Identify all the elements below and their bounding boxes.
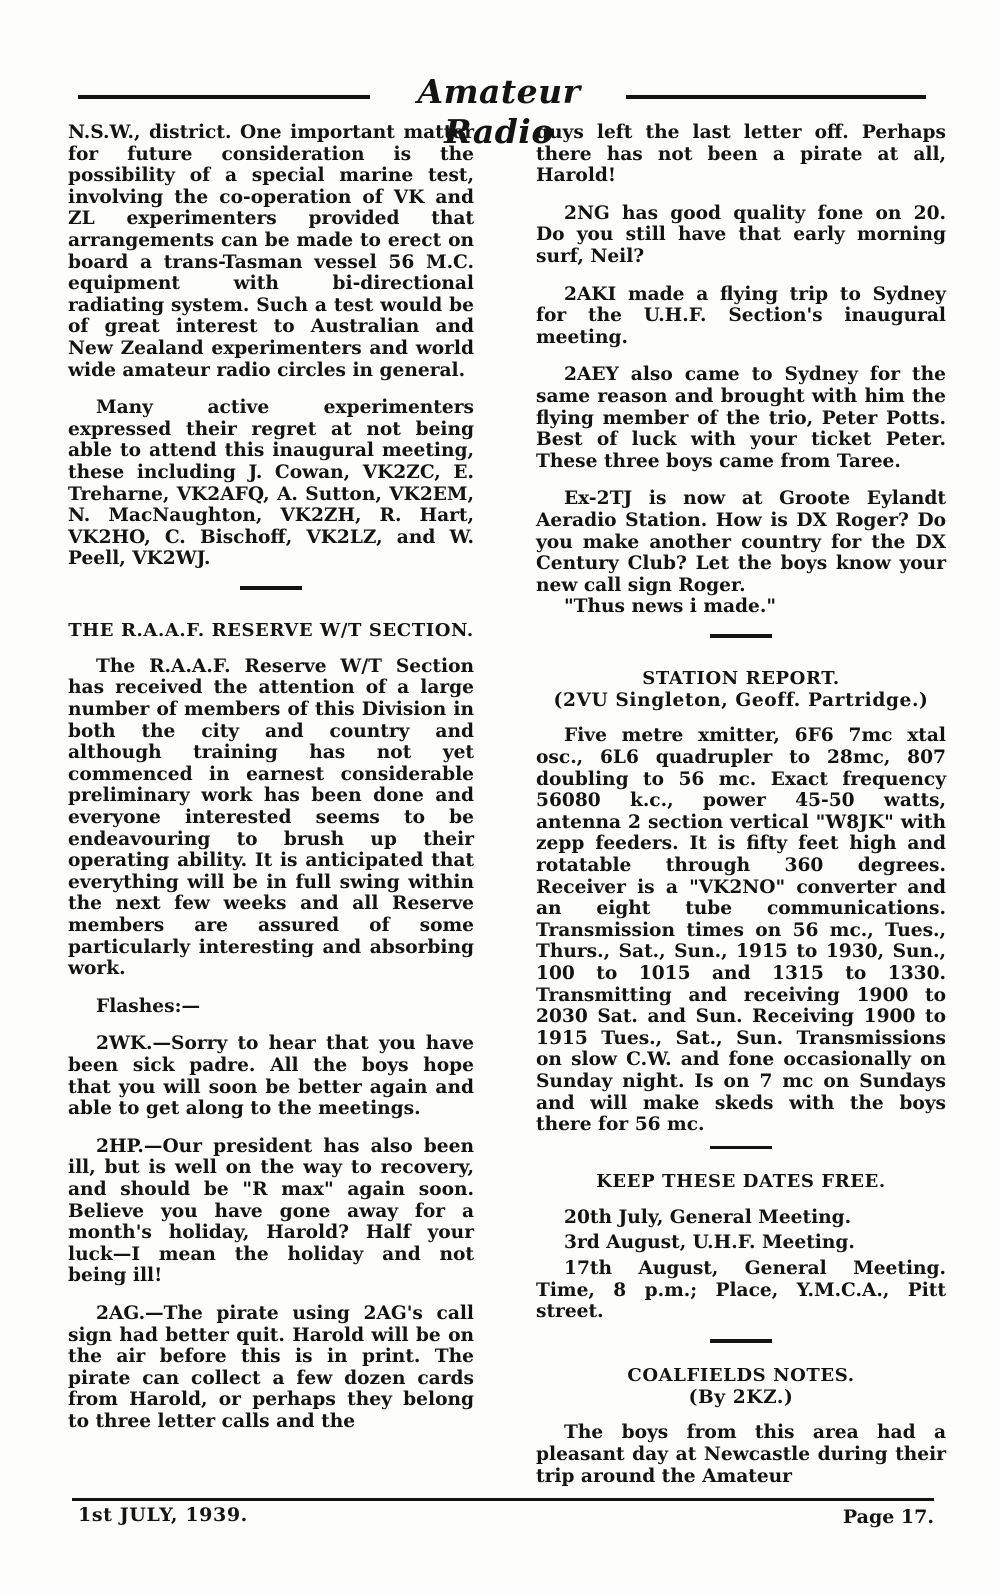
left-column	[68, 122, 474, 1448]
page-number: Page 17.	[842, 1506, 934, 1528]
dates-heading: KEEP THESE DATES FREE.	[596, 1170, 886, 1192]
coalfields-heading: COALFIELDS NOTES.	[627, 1364, 855, 1386]
section-divider	[710, 1146, 772, 1149]
section-divider	[240, 586, 302, 590]
masthead-rule-left	[78, 95, 370, 99]
flash-ex-2tj: Ex-2TJ is now at Groote Eylandt Aeradio Station. How is DX Roger? Do you make another country for the DX Century Club? Let the boys know your new call sign Roger.	[536, 488, 946, 596]
station-report-heading: STATION REPORT.	[642, 667, 840, 689]
flash-2wk: 2WK.—Sorry to hear that you have been sick padre. All the boys hope that you will soon be better again and able to get along to the meetings.	[68, 1033, 474, 1120]
station-report-byline: (2VU Singleton, Geoff. Partridge.)	[553, 689, 929, 711]
footer-rule	[72, 1498, 934, 1501]
coalfields-paragraph: The boys from this area had a pleasant day at Newcastle during their trip around the Amateur	[536, 1422, 946, 1487]
experimenters-paragraph: Many active experimenters expressed their regret at not being able to attend this inaugural meeting, these including J. Cowan, VK2ZC, E. Treharne, VK2AFQ, A. Sutton, VK2EM, N. MacNaughton, VK2ZH, R. Hart, VK2HO, C. Bischoff, VK2LZ, and W. Peell, VK2WJ.	[68, 397, 474, 570]
flash-2ag: 2AG.—The pirate using 2AG's call sign had better quit. Harold will be on the air before this is in print. The pirate can collect a few dozen cards from Harold, or perhaps they belong to three letter calls and the	[68, 1302, 474, 1432]
raaf-heading: THE R.A.A.F. RESERVE W/T SECTION.	[68, 619, 474, 641]
masthead	[78, 72, 926, 151]
flashes-label: Flashes:—	[96, 995, 201, 1017]
coalfields-byline: (By 2KZ.)	[688, 1386, 794, 1408]
flash-2aki: 2AKI made a flying trip to Sydney for the U.H.F. Section's inaugural meeting.	[536, 283, 946, 348]
section-divider	[710, 1339, 772, 1343]
station-report-paragraph: Five metre xmitter, 6F6 7mc xtal osc., 6L6 quadrupler to 28mc, 807 doubling to 56 mc. Exact frequency 56080 k.c., power 45-50 watts, antenna 2 section vertical "W8JK" with zepp feeders. It is fifty feet high and rotatable through 360 degrees. Receiver is a "VK2NO" converter and an eight tube communications. Transmission times on 56 mc., Tues., Thurs., Sat., Sun., 1915 to 1930, Sun., 100 to 1015 and 1315 to 1330. Transmitting and receiving 1900 to 2030 Sat. and Sun. Receiving 1900 to 1915 Tues., Sat., Sun. Transmissions on slow C.W. and fone occasionally on Sunday night. Is on 7 mc on Sundays and will make skeds with the boys there for 56 mc.	[536, 725, 946, 1136]
pirate-continuation: guys left the last letter off. Perhaps there has not been a pirate at all, Harold!	[536, 122, 946, 187]
date-general-meeting-july: 20th July, General Meeting.	[564, 1206, 852, 1228]
flash-2aey: 2AEY also came to Sydney for the same reason and brought with him the flying member of the trio, Peter Potts. Best of luck with your ticket Peter. These three boys came from Taree.	[536, 364, 946, 472]
right-column	[536, 122, 946, 1503]
masthead-title: Amateur Radio	[417, 72, 581, 151]
issue-date: 1st JULY, 1939.	[78, 1504, 248, 1526]
raaf-paragraph: The R.A.A.F. Reserve W/T Section has received the attention of a large number of members of this Division in both the city and country and although training has not yet commenced in earnest considerable preliminary work has been done and everyone interested seems to be endeavouring to brush up their operating ability. It is anticipated that everything will be in full swing within the next few weeks and all Reserve members are assured of some particularly interesting and absorbing work.	[68, 655, 474, 980]
news-quote: "Thus news i made."	[564, 596, 777, 618]
marine-test-paragraph: N.S.W., district. One important matter for future consideration is the possibility of a special marine test, involving the co-operation of VK and ZL experimenters provided that arrangements can be made to erect on board a trans-Tasman vessel 56 M.C. equipment with bi-directional radiating system. Such a test would be of great interest to Australian and New Zealand experimenters and world wide amateur radio circles in general.	[68, 122, 474, 381]
flash-2hp: 2HP.—Our president has also been ill, but is well on the way to recovery, and should be "R max" again soon. Believe you have gone away for a month's holiday, Harold? Half your luck—I mean the holiday and not being ill!	[68, 1135, 474, 1287]
masthead-rule-right	[626, 95, 926, 99]
flash-2ng: 2NG has good quality fone on 20. Do you still have that early morning surf, Neil?	[536, 202, 946, 267]
date-uhf-meeting: 3rd August, U.H.F. Meeting.	[564, 1232, 855, 1254]
date-general-meeting-august: 17th August, General Meeting. Time, 8 p.m.; Place, Y.M.C.A., Pitt street.	[536, 1257, 946, 1323]
section-divider	[710, 634, 772, 638]
